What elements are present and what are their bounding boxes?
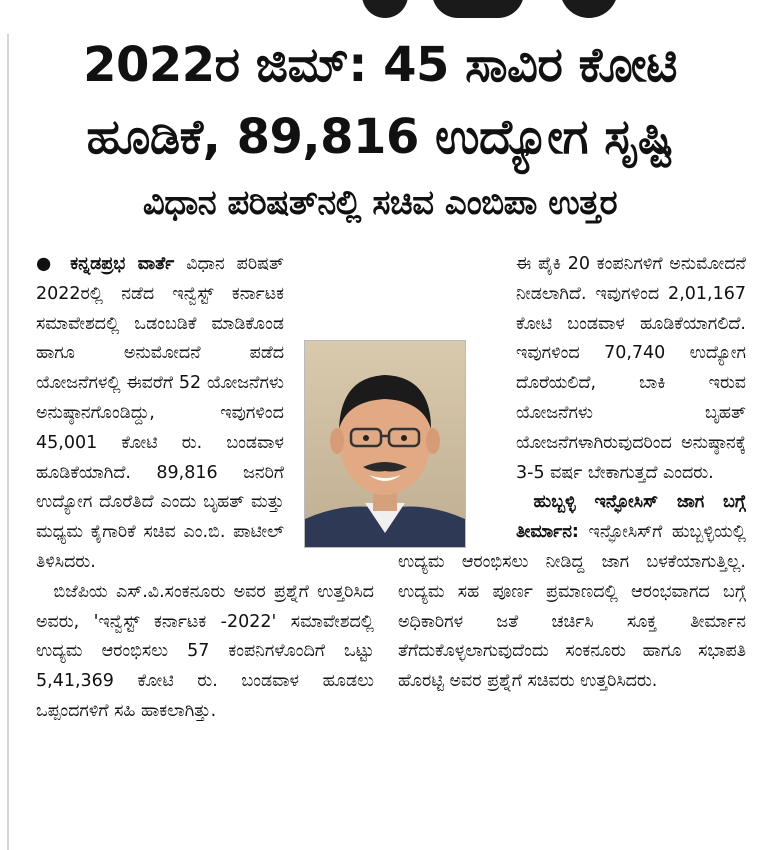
column-margin-rule	[7, 34, 9, 850]
article-paragraph-4: ಇನ್ಫೋಸಿಸ್‌ಗೆ ಹುಬ್ಬಳ್ಳಿಯಲ್ಲಿ ಉದ್ಯಮ ಆರಂಭಿಸಲು ನೀಡಿದ್ದ ಜಾಗ ಬಳಕೆಯಾಗುತ್ತಿಲ್ಲ. ಉದ್ಯಮ ಸಹ ಪೂರ್ಣ ಪ್ರಮಾಣದಲ್ಲಿ ಆರಂಭವಾಗದ ಬಗ್ಗೆ ಅಧಿಕಾರಿಗಳ ಜತೆ ಚರ್ಚಿಸಿ ಸೂಕ್ತ ತೀರ್ಮಾನ ತೆಗೆದುಕೊಳ್ಳಲಾಗುವುದೆಂದು ಸಂಕನೂರು ಹಾಗೂ ಸಭಾಪತಿ ಹೊರಟ್ಟಿ ಅವರ ಪ್ರಶ್ನೆಗೆ ಸಚಿವರು ಉತ್ತರಿಸಿದರು.	[398, 522, 746, 692]
top-masthead-remnant	[0, 0, 760, 32]
subheading: ವಿಧಾನ ಪರಿಷತ್‌ನಲ್ಲಿ ಸಚಿವ ಎಂಬಿಪಾ ಉತ್ತರ	[142, 183, 618, 223]
headline-line-2: ಹೂಡಿಕೆ, 89,816 ಉದ್ಯೋಗ ಸೃಷ್ಟಿ	[86, 109, 674, 165]
minister-photo	[304, 340, 466, 548]
section-subhead: ಹುಬ್ಬಳ್ಳಿ ಇನ್ಫೋಸಿಸ್ ಜಾಗ ಬಗ್ಗೆ ತೀರ್ಮಾನ:	[516, 492, 746, 543]
headline-line-1: 2022ರ ಜಿಮ್: 45 ಸಾವಿರ ಕೋಟಿ	[83, 37, 677, 93]
article-paragraph-1: ವಿಧಾನ ಪರಿಷತ್ 2022ರಲ್ಲಿ ನಡೆದ ಇನ್ವೆಸ್ಟ್ ಕರ್ನಾಟಕ ಸಮಾವೇಶದಲ್ಲಿ ಒಡಂಬಡಿಕೆ ಮಾಡಿಕೊಂಡ ಹಾಗೂ ಅನುಮೋದನೆ ಪಡೆದ ಯೋಜನೆಗಳಲ್ಲಿ ಈವರೆಗೆ 52 ಯೋಜನೆಗಳು ಅನುಷ್ಠಾನಗೊಂಡಿದ್ದು, ಇವುಗಳಿಂದ 45,001 ಕೋಟಿ ರು. ಬಂಡವಾಳ ಹೂಡಿಕೆಯಾಗಿದೆ. 89,816 ಜನರಿಗೆ ಉದ್ಯೋಗ ದೊರೆತಿದೆ ಎಂದು ಬೃಹತ್ ಮತ್ತು ಮಧ್ಯಮ ಕೈಗಾರಿಕೆ ಸಚಿವ ಎಂ.ಬಿ. ಪಾಟೀಲ್ ತಿಳಿಸಿದರು.	[36, 254, 284, 572]
byline: ● ಕನ್ನಡಪ್ರಭ ವಾರ್ತೆ	[36, 254, 175, 274]
article-paragraph-3: ಈ ಪೈಕಿ 20 ಕಂಪನಿಗಳಿಗೆ ಅನುಮೋದನೆ ನೀಡಲಾಗಿದೆ. ಇವುಗಳಿಂದ 2,01,167 ಕೋಟಿ ಬಂಡವಾಳ ಹೂಡಿಕೆಯಾಗಲಿದೆ. ಇವುಗಳಿಂದ 70,740 ಉದ್ಯೋಗ ದೊರೆಯಲಿದೆ, ಬಾಕಿ ಇರುವ ಯೋಜನೆಗಳು ಬೃಹತ್ ಯೋಜನೆಗಳಾಗಿರುವುದರಿಂದ ಅನುಷ್ಠಾನಕ್ಕೆ 3-5 ವರ್ಷ ಬೇಕಾಗುತ್ತದೆ ಎಂದರು.	[516, 254, 746, 483]
article-paragraph-2: ಬಿಜೆಪಿಯ ಎಸ್.ವಿ.ಸಂಕನೂರು ಅವರ ಪ್ರಶ್ನೆಗೆ ಉತ್ತರಿಸಿದ ಅವರು, 'ಇನ್ವೆಸ್ಟ್ ಕರ್ನಾಟಕ -2022' ಸಮಾವೇಶದಲ್ಲಿ ಉದ್ಯಮ ಆರಂಭಿಸಲು 57 ಕಂಪನಿಗಳೊಂದಿಗೆ ಒಟ್ಟು 5,41,369 ಕೋಟಿ ರು. ಬಂಡವಾಳ ಹೂಡಲು ಒಪ್ಪಂದಗಳಿಗೆ ಸಹಿ ಹಾಕಲಾಗಿತ್ತು.	[36, 581, 374, 721]
